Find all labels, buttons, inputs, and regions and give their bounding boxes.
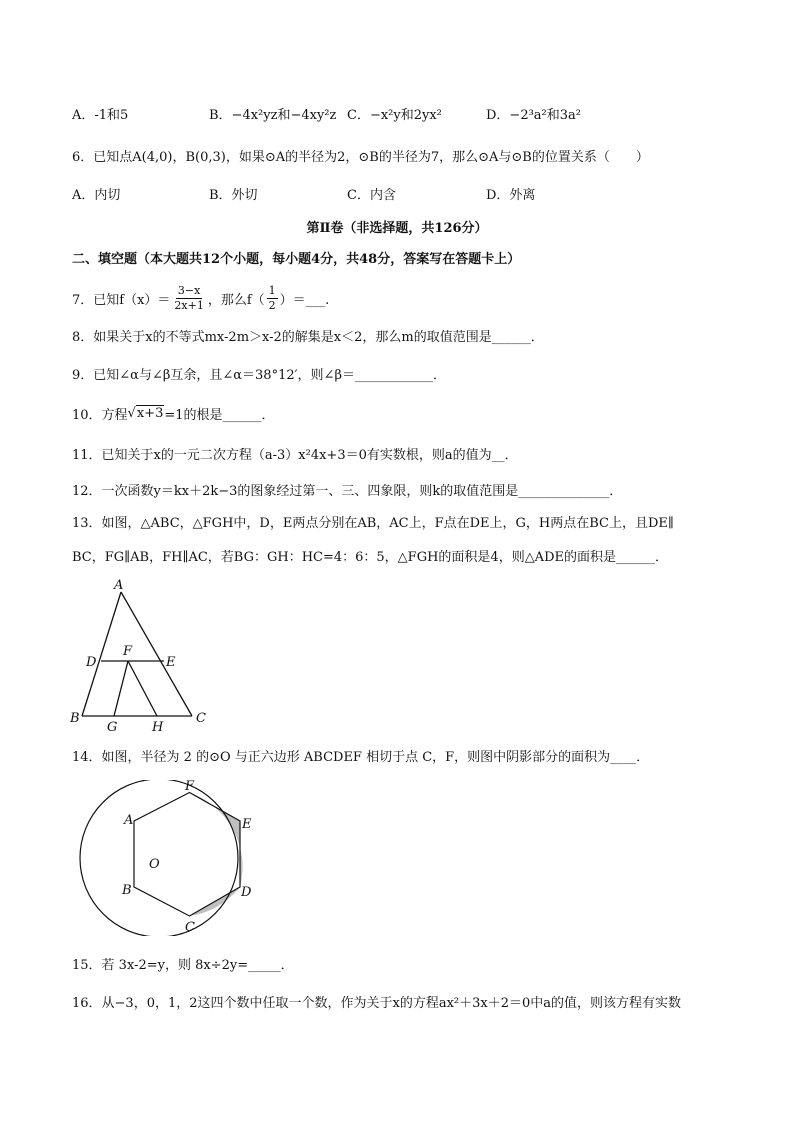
q6-option-d: D．外离 [486, 188, 536, 203]
figure-14-circle-hexagon [74, 780, 264, 936]
q7-half-fraction [267, 284, 278, 313]
hex-label-b: B [122, 883, 132, 898]
q9-text: 9．已知∠α与∠β互余，且∠α＝38°12′，则∠β＝____________． [72, 368, 446, 383]
hex-label-a: A [124, 813, 134, 828]
fill-header: 二、填空题（本大题共12个小题，每小题4分，共48分，答案写在答题卡上） [72, 252, 521, 267]
q5-option-b: B．−4x²yz和−4xy²z [209, 108, 337, 123]
q10 [72, 402, 275, 424]
label-b: B [70, 711, 80, 726]
label-f: F [123, 644, 133, 659]
q5-option-c: C．−x²y和2yx² [347, 108, 442, 123]
hex-label-e: E [242, 817, 252, 832]
segment-fg [114, 661, 128, 716]
q13-line2: BC，FG∥AB，FH∥AC，若BG：GH：HC=4：6：5，△FGH的面积是4，则△ADE的面积是______． [72, 550, 668, 565]
q11-text: 11．已知关于x的一元二次方程（a-3）x²4x+3＝0有实数根，则a的值为__． [72, 448, 518, 463]
q7 [72, 278, 329, 318]
label-a: A [114, 578, 124, 593]
q6-option-c: C．内含 [347, 188, 396, 203]
q7-denominator: 2x+1 [174, 298, 204, 312]
center-label-o: O [149, 857, 160, 872]
q6-option-a: A．内切 [72, 188, 121, 203]
q10-suffix: =1的根是______． [164, 407, 275, 423]
segment-fh [128, 661, 157, 716]
section2-title: 第Ⅱ卷（非选择题，共126分） [306, 221, 488, 236]
label-c: C [196, 711, 206, 726]
q13-line1: 13．如图，△ABC，△FGH中，D，E两点分别在AB，AC上，F点在DE上，G，H两点在BC上，且DE∥ [72, 516, 674, 531]
hex-label-d: D [241, 885, 252, 900]
q6-text: 6．已知点A(4,0)，B(0,3)，如果⊙A的半径为2，⊙B的半径为7，那么⊙A与⊙B的位置关系（ ） [72, 150, 649, 165]
label-e: E [166, 655, 176, 670]
q7-half-numerator: 1 [268, 283, 276, 297]
q12-text: 12．一次函数y＝kx＋2k−3的图象经过第一、三、四象限，则k的取值范围是______________． [72, 484, 623, 499]
shaded-region-upper [190, 793, 243, 888]
q7-fraction [172, 284, 205, 313]
q15-text: 15．若 3x-2=y，则 8x÷2y=_____． [72, 958, 294, 973]
q7-suffix: ）＝___. [279, 292, 330, 308]
label-d: D [86, 655, 97, 670]
q7-prefix: 7．已知f（x）＝ [72, 292, 171, 308]
label-h: H [152, 720, 164, 734]
q5-option-a: A．-1和5 [72, 108, 129, 123]
q5-option-d: D．−2³a²和3a² [486, 108, 581, 123]
segment-ab [82, 592, 121, 716]
hex-label-c: C [185, 920, 195, 935]
q16-text: 16．从−3，0，1，2这四个数中任取一个数，作为关于x的方程ax²＋3x＋2＝0中a的值，则该方程有实数 [72, 996, 682, 1011]
q10-prefix: 10．方程 [72, 407, 128, 423]
label-g: G [107, 720, 118, 734]
figure-13-triangle [64, 574, 224, 734]
sqrt-icon: √ [127, 405, 136, 421]
q8-text: 8．如果关于x的不等式mx-2m＞x-2的解集是x＜2，那么m的取值范围是______． [72, 330, 544, 345]
q14-text: 14．如图，半径为 2 的⊙O 与正六边形 ABCDEF 相切于点 C，F，则图中阴影部分的面积为____． [72, 750, 650, 765]
q7-mid: ，那么f（ [207, 292, 265, 308]
hex-label-f: F [185, 780, 195, 794]
q7-numerator: 3−x [177, 283, 201, 297]
q10-radicand: x+3 [136, 405, 164, 421]
q7-half-denominator: 2 [268, 298, 276, 312]
q6-option-b: B．外切 [209, 188, 258, 203]
